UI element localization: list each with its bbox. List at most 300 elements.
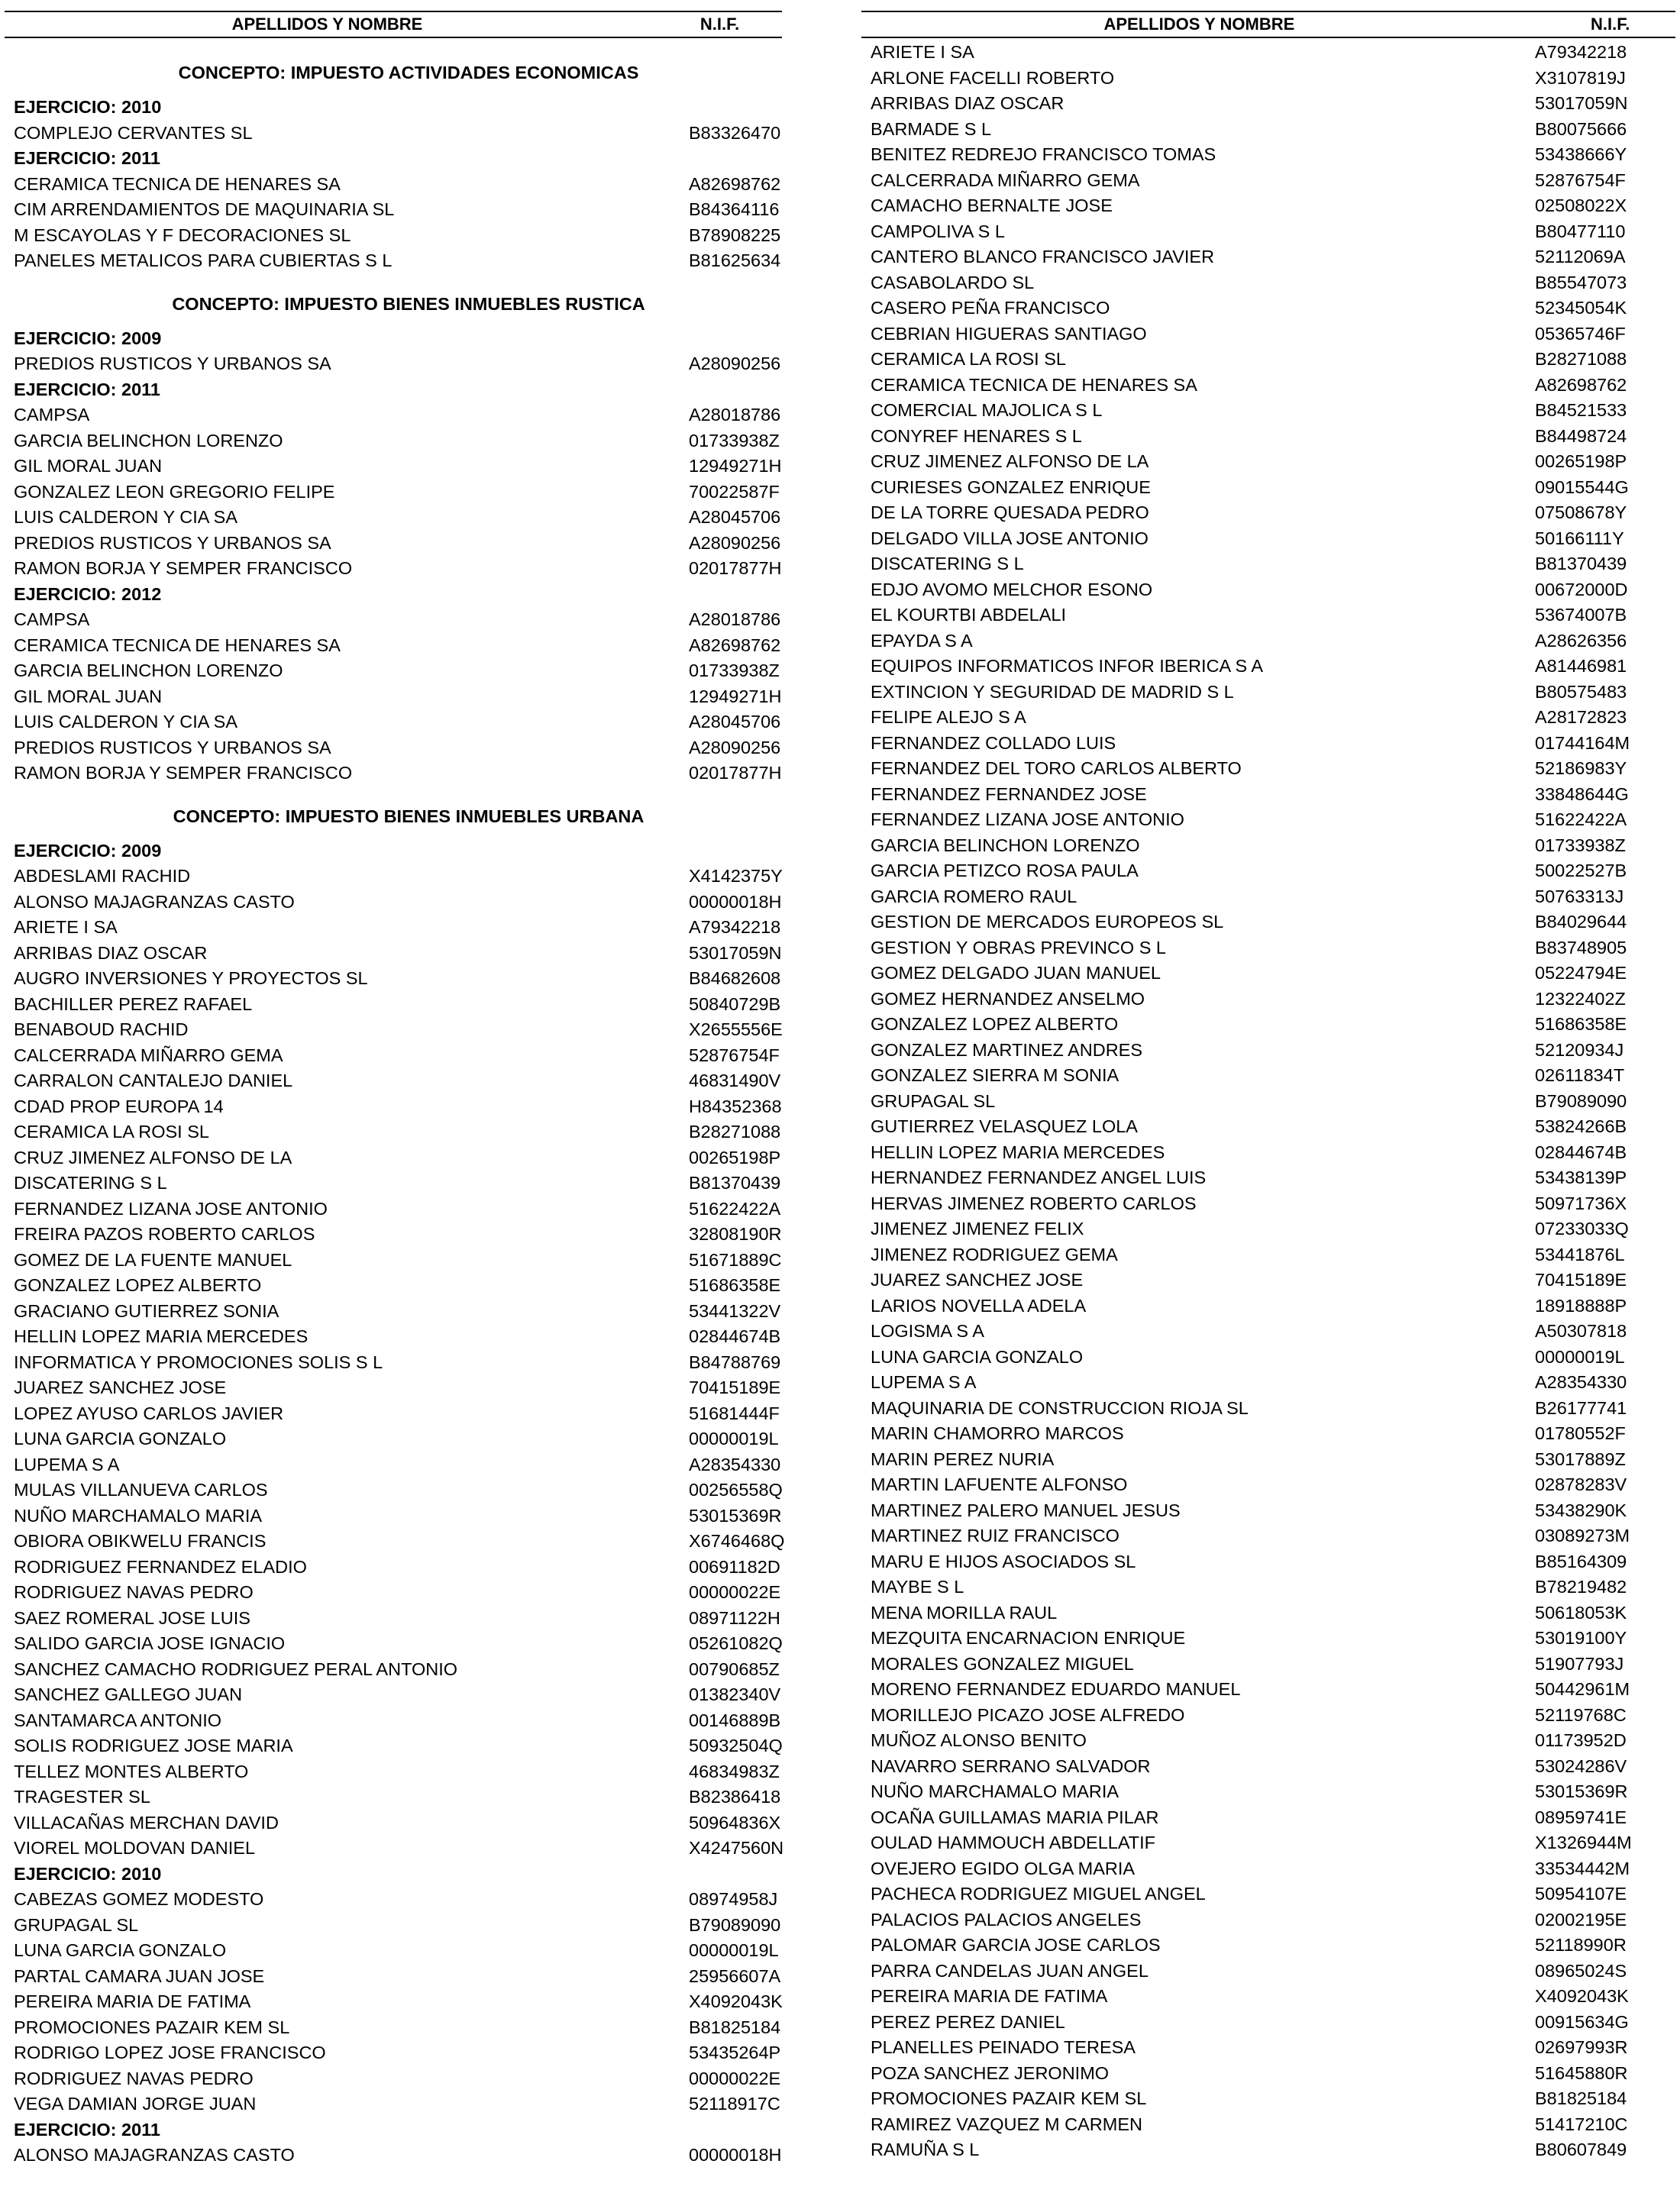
taxpayer-nif: 02611834T (1535, 1065, 1625, 1085)
taxpayer-name: COMERCIAL MAJOLICA S L (871, 400, 1103, 420)
taxpayer-nif: A82698762 (689, 635, 781, 655)
taxpayer-name: RAMON BORJA Y SEMPER FRANCISCO (14, 558, 353, 578)
table-row (5, 735, 782, 761)
table-row (861, 1933, 1675, 1959)
taxpayer-name: SANTAMARCA ANTONIO (14, 1710, 222, 1730)
taxpayer-name: EXTINCION Y SEGURIDAD DE MADRID S L (871, 681, 1234, 702)
table-row (861, 961, 1675, 987)
taxpayer-nif: H84352368 (689, 1096, 782, 1116)
taxpayer-name: GOMEZ DELGADO JUAN MANUEL (871, 963, 1161, 983)
taxpayer-nif: 50763313J (1535, 886, 1624, 906)
taxpayer-nif: 53015369R (1535, 1781, 1628, 1801)
table-row (5, 633, 782, 659)
table-row (861, 1523, 1675, 1549)
taxpayer-nif: B84029644 (1535, 912, 1627, 932)
taxpayer-name: SAEZ ROMERAL JOSE LUIS (14, 1607, 250, 1628)
table-row (861, 500, 1675, 526)
taxpayer-name: BENABOUD RACHID (14, 1019, 189, 1039)
taxpayer-name: CANTERO BLANCO FRANCISCO JAVIER (871, 247, 1215, 266)
taxpayer-nif: A28018786 (689, 609, 781, 629)
taxpayer-name: PARTAL CAMARA JUAN JOSE (14, 1965, 265, 1986)
taxpayer-nif: 53017889Z (1535, 1449, 1626, 1469)
taxpayer-nif: B81625634 (689, 250, 781, 270)
table-row (861, 1779, 1675, 1805)
table-row (5, 172, 782, 198)
taxpayer-nif: 18918888P (1535, 1295, 1627, 1316)
taxpayer-name: RODRIGUEZ NAVAS PEDRO (14, 1582, 254, 1602)
table-row (5, 1913, 782, 1939)
taxpayer-nif: 01173952D (1535, 1730, 1627, 1750)
table-row (861, 833, 1675, 859)
taxpayer-name: GONZALEZ MARTINEZ ANDRES (871, 1039, 1143, 1060)
taxpayer-nif: A28172823 (1535, 707, 1627, 727)
ejercicio-heading: EJERCICIO: 2011 (14, 148, 161, 168)
table-row (861, 705, 1675, 731)
table-row (5, 1478, 782, 1503)
taxpayer-nif: 51622422A (1535, 809, 1627, 829)
taxpayer-nif: 51681444F (689, 1403, 780, 1423)
taxpayer-name: CABEZAS GOMEZ MODESTO (14, 1889, 264, 1909)
table-row (5, 1145, 782, 1171)
taxpayer-name: GONZALEZ LEON GREGORIO FELIPE (14, 481, 335, 502)
taxpayer-name: MARTINEZ PALERO MANUEL JESUS (871, 1500, 1181, 1520)
taxpayer-nif: B85164309 (1535, 1551, 1627, 1571)
table-row (5, 1273, 782, 1299)
taxpayer-nif: 53441322V (689, 1300, 781, 1321)
table-row (861, 1600, 1675, 1626)
taxpayer-name: CERAMICA TECNICA DE HENARES SA (14, 173, 341, 194)
taxpayer-nif: 05365746F (1535, 323, 1626, 344)
taxpayer-nif: 52345054K (1535, 298, 1627, 318)
taxpayer-name: PREDIOS RUSTICOS Y URBANOS SA (14, 532, 331, 553)
taxpayer-name: CASABOLARDO SL (871, 272, 1035, 292)
table-row (5, 941, 782, 967)
table-row (5, 2143, 782, 2169)
table-row (5, 1452, 782, 1478)
taxpayer-name: NUÑO MARCHAMALO MARIA (871, 1781, 1119, 1801)
taxpayer-name: BENITEZ REDREJO FRANCISCO TOMAS (871, 144, 1216, 164)
table-row (5, 1938, 782, 1964)
taxpayer-name: JUAREZ SANCHEZ JOSE (14, 1377, 227, 1397)
taxpayer-name: GRUPAGAL SL (871, 1090, 996, 1111)
taxpayer-nif: 00000022E (689, 2068, 781, 2088)
table-row (861, 628, 1675, 654)
ejercicio-heading: EJERCICIO: 2011 (14, 379, 161, 399)
taxpayer-name: PEREIRA MARIA DE FATIMA (871, 1986, 1108, 2006)
taxpayer-name: FELIPE ALEJO S A (871, 707, 1026, 727)
taxpayer-name: FERNANDEZ DEL TORO CARLOS ALBERTO (871, 758, 1242, 778)
table-row (5, 709, 782, 735)
taxpayer-name: SANCHEZ GALLEGO JUAN (14, 1684, 243, 1704)
table-row (861, 884, 1675, 910)
taxpayer-name: PEREZ PEREZ DANIEL (871, 2011, 1065, 2032)
taxpayer-nif: 01780552F (1535, 1423, 1626, 1443)
taxpayer-nif: 53438666Y (1535, 144, 1627, 164)
nif-column-header: N.I.F. (699, 15, 740, 34)
taxpayer-name: GARCIA PETIZCO ROSA PAULA (871, 861, 1139, 880)
table-row (5, 121, 782, 147)
taxpayer-name: DELGADO VILLA JOSE ANTONIO (871, 528, 1149, 548)
table-row (861, 1242, 1675, 1268)
taxpayer-name: LOPEZ AYUSO CARLOS JAVIER (14, 1403, 284, 1423)
table-row (861, 296, 1675, 321)
taxpayer-nif: 53824266B (1535, 1116, 1627, 1136)
table-row (861, 2112, 1675, 2138)
taxpayer-name: ARIETE I SA (14, 917, 118, 937)
table-row (5, 1197, 782, 1222)
taxpayer-name: BACHILLER PEREZ RAFAEL (14, 993, 253, 1014)
taxpayer-name: EL KOURTBI ABDELALI (871, 605, 1066, 625)
table-row (861, 1038, 1675, 1064)
taxpayer-name: PLANELLES PEINADO TERESA (871, 2037, 1136, 2057)
table-row (861, 1370, 1675, 1396)
table-row (861, 654, 1675, 680)
table-row (861, 168, 1675, 194)
taxpayer-nif: 53438139P (1535, 1168, 1627, 1187)
table-row (861, 1345, 1675, 1371)
taxpayer-name: TRAGESTER SL (14, 1787, 150, 1807)
taxpayer-name: CALCERRADA MIÑARRO GEMA (871, 170, 1140, 190)
taxpayer-name: MENA MORILLA RAUL (871, 1602, 1058, 1623)
table-row (861, 40, 1675, 66)
taxpayer-name: SALIDO GARCIA JOSE IGNACIO (14, 1633, 286, 1653)
table-row (861, 1959, 1675, 1985)
table-row (5, 505, 782, 531)
table-row (861, 1063, 1675, 1089)
taxpayer-nif: 00000018H (689, 891, 782, 912)
taxpayer-nif: B80075666 (1535, 118, 1627, 139)
taxpayer-name: CAMPSA (14, 405, 90, 425)
taxpayer-nif: 02017877H (689, 763, 782, 783)
taxpayer-nif: B80607849 (1535, 2140, 1627, 2159)
taxpayer-nif: 01733938Z (1535, 835, 1626, 855)
taxpayer-nif: B84521533 (1535, 400, 1627, 420)
taxpayer-nif: A28018786 (689, 405, 781, 425)
taxpayer-name: EDJO AVOMO MELCHOR ESONO (871, 579, 1153, 599)
taxpayer-nif: 00672000D (1535, 579, 1628, 599)
table-row (861, 1472, 1675, 1498)
table-row (5, 1017, 782, 1043)
table-row (861, 2010, 1675, 2036)
taxpayer-nif: 08974958J (689, 1889, 778, 1909)
taxpayer-name: BARMADE S L (871, 118, 992, 139)
taxpayer-name: LUPEMA S A (871, 1372, 977, 1392)
taxpayer-nif: 50618053K (1535, 1602, 1627, 1623)
taxpayer-name: VIOREL MOLDOVAN DANIEL (14, 1838, 256, 1858)
taxpayer-name: GARCIA BELINCHON LORENZO (871, 835, 1140, 855)
taxpayer-nif: 07508678Y (1535, 502, 1627, 522)
taxpayer-nif: A79342218 (689, 917, 781, 937)
table-row (861, 2137, 1675, 2163)
taxpayer-nif: 33534442M (1535, 1858, 1630, 1878)
table-row (861, 1498, 1675, 1524)
taxpayer-nif: 00265198P (1535, 451, 1627, 471)
taxpayer-name: MORILLEJO PICAZO JOSE ALFREDO (871, 1704, 1185, 1725)
taxpayer-nif: B84788769 (689, 1352, 781, 1372)
taxpayer-nif: B28271088 (1535, 349, 1627, 369)
table-row (861, 731, 1675, 757)
taxpayer-name: OBIORA OBIKWELU FRANCIS (14, 1531, 267, 1551)
right-column (861, 11, 1675, 2163)
taxpayer-name: LUIS CALDERON Y CIA SA (14, 712, 237, 732)
taxpayer-name: PALOMAR GARCIA JOSE CARLOS (871, 1935, 1161, 1955)
table-row (5, 1375, 782, 1401)
taxpayer-name: CRUZ JIMENEZ ALFONSO DE LA (14, 1147, 292, 1168)
table-row (5, 1733, 782, 1759)
table-row (861, 1881, 1675, 1907)
table-row (861, 909, 1675, 935)
taxpayer-name: CEBRIAN HIGUERAS SANTIAGO (871, 323, 1147, 344)
table-row (5, 1682, 782, 1708)
table-row (861, 1984, 1675, 2010)
taxpayer-nif: 52118917C (689, 2094, 780, 2114)
taxpayer-name: FERNANDEZ LIZANA JOSE ANTONIO (871, 809, 1184, 829)
taxpayer-nif: A28354330 (689, 1454, 781, 1474)
table-row (861, 602, 1675, 628)
taxpayer-nif: 00000022E (689, 1582, 781, 1602)
table-row (861, 526, 1675, 552)
table-row (861, 1652, 1675, 1678)
table-row (5, 1759, 782, 1785)
taxpayer-nif: B81825184 (689, 2017, 781, 2037)
table-row (861, 1191, 1675, 1217)
table-row (861, 858, 1675, 884)
taxpayer-name: ABDESLAMI RACHID (14, 866, 191, 886)
table-row (5, 1708, 782, 1734)
table-row (5, 1350, 782, 1376)
table-row (861, 1089, 1675, 1115)
taxpayer-nif: 00256558Q (689, 1480, 783, 1500)
table-row (861, 398, 1675, 424)
table-row (5, 2040, 782, 2066)
taxpayer-nif: 08959741E (1535, 1807, 1627, 1827)
table-row (5, 966, 782, 992)
taxpayer-nif: 33848644G (1535, 783, 1629, 804)
table-row (5, 1657, 782, 1683)
table-row (5, 1043, 782, 1069)
taxpayer-nif: 52876754F (689, 1045, 780, 1065)
table-row (5, 454, 782, 480)
table-row (861, 807, 1675, 833)
taxpayer-name: COMPLEJO CERVANTES SL (14, 122, 253, 143)
table-row (861, 219, 1675, 245)
taxpayer-nif: A28090256 (689, 532, 781, 553)
taxpayer-name: MARTINEZ RUIZ FRANCISCO (871, 1526, 1119, 1545)
taxpayer-name: ARLONE FACELLI ROBERTO (871, 67, 1115, 88)
taxpayer-name: OVEJERO EGIDO OLGA MARIA (871, 1858, 1136, 1878)
taxpayer-name: CALCERRADA MIÑARRO GEMA (14, 1045, 283, 1065)
table-row (861, 935, 1675, 961)
taxpayer-name: MAQUINARIA DE CONSTRUCCION RIOJA SL (871, 1397, 1249, 1418)
table-row (861, 373, 1675, 399)
table-row (5, 402, 782, 428)
right-table-header (861, 11, 1675, 38)
taxpayer-name: POZA SANCHEZ JERONIMO (871, 2062, 1110, 2083)
taxpayer-name: VEGA DAMIAN JORGE JUAN (14, 2094, 257, 2114)
taxpayer-nif: 50971736X (1535, 1193, 1627, 1213)
taxpayer-name: LARIOS NOVELLA ADELA (871, 1295, 1087, 1316)
table-row (5, 1887, 782, 1913)
table-row (5, 658, 782, 684)
taxpayer-nif: B83326470 (689, 122, 781, 143)
taxpayer-nif: 00146889B (689, 1710, 781, 1730)
concept-heading: CONCEPTO: IMPUESTO ACTIVIDADES ECONOMICAS (178, 63, 639, 82)
taxpayer-nif: 51417210C (1535, 2114, 1628, 2134)
table-row (5, 1606, 782, 1632)
taxpayer-name: GOMEZ HERNANDEZ ANSELMO (871, 988, 1145, 1009)
taxpayer-name: HERVAS JIMENEZ ROBERTO CARLOS (871, 1193, 1197, 1213)
taxpayer-nif: B80477110 (1535, 221, 1626, 241)
taxpayer-nif: X4142375Y (689, 866, 783, 886)
taxpayer-nif: X1326944M (1535, 1833, 1632, 1852)
taxpayer-nif: 53674007B (1535, 605, 1627, 625)
taxpayer-name: ALONSO MAJAGRANZAS CASTO (14, 2145, 295, 2165)
taxpayer-nif: B80575483 (1535, 681, 1627, 702)
table-row (861, 1575, 1675, 1600)
taxpayer-name: JIMENEZ JIMENEZ FELIX (871, 1219, 1084, 1239)
table-row (861, 66, 1675, 92)
taxpayer-name: PACHECA RODRIGUEZ MIGUEL ANGEL (871, 1884, 1206, 1904)
taxpayer-nif: 01744164M (1535, 732, 1630, 753)
taxpayer-name: GIL MORAL JUAN (14, 456, 163, 476)
taxpayer-name: GESTION Y OBRAS PREVINCO S L (871, 937, 1166, 958)
taxpayer-name: GARCIA BELINCHON LORENZO (14, 430, 283, 451)
table-row (5, 992, 782, 1018)
taxpayer-nif: 70022587F (689, 481, 780, 502)
taxpayer-name: PEREIRA MARIA DE FATIMA (14, 1991, 251, 2011)
taxpayer-name: GONZALEZ LOPEZ ALBERTO (14, 1275, 262, 1295)
taxpayer-nif: 51907793J (1535, 1653, 1624, 1674)
table-row (861, 680, 1675, 706)
taxpayer-nif: B81825184 (1535, 2088, 1627, 2108)
taxpayer-nif: 51686358E (1535, 1014, 1627, 1034)
taxpayer-name: MORENO FERNANDEZ EDUARDO MANUEL (871, 1679, 1241, 1699)
taxpayer-name: LOGISMA S A (871, 1321, 984, 1341)
taxpayer-nif: 02508022X (1535, 195, 1627, 215)
taxpayer-name: MARIN CHAMORRO MARCOS (871, 1423, 1124, 1443)
ejercicio-heading: EJERCICIO: 2009 (14, 840, 162, 861)
taxpayer-name: SOLIS RODRIGUEZ JOSE MARIA (14, 1736, 293, 1755)
table-row (861, 1830, 1675, 1856)
table-row (5, 1299, 782, 1325)
taxpayer-nif: 12949271H (689, 456, 782, 476)
taxpayer-nif: 01733938Z (689, 660, 780, 680)
taxpayer-nif: 00000019L (1535, 1346, 1625, 1367)
taxpayer-name: PROMOCIONES PAZAIR KEM SL (871, 2088, 1147, 2108)
taxpayer-nif: 01733938Z (689, 430, 780, 451)
taxpayer-name: CERAMICA LA ROSI SL (871, 349, 1066, 369)
table-row (861, 987, 1675, 1013)
taxpayer-nif: 50442961M (1535, 1679, 1630, 1699)
table-row (861, 1856, 1675, 1882)
taxpayer-name: RAMON BORJA Y SEMPER FRANCISCO (14, 763, 353, 783)
table-row (5, 480, 782, 505)
taxpayer-name: CERAMICA LA ROSI SL (14, 1122, 209, 1142)
taxpayer-name: FERNANDEZ LIZANA JOSE ANTONIO (14, 1198, 328, 1219)
taxpayer-name: LUPEMA S A (14, 1454, 120, 1474)
ejercicio-heading: EJERCICIO: 2012 (14, 583, 162, 604)
taxpayer-name: GARCIA BELINCHON LORENZO (14, 660, 283, 680)
table-row (5, 1503, 782, 1529)
table-row (5, 2091, 782, 2117)
table-row (5, 607, 782, 633)
taxpayer-name: ALONSO MAJAGRANZAS CASTO (14, 891, 295, 912)
ejercicio-heading: EJERCICIO: 2010 (14, 1863, 162, 1884)
table-row (5, 1401, 782, 1427)
taxpayer-nif: 00915634G (1535, 2011, 1629, 2032)
table-row (861, 1907, 1675, 1933)
taxpayer-nif: 51686358E (689, 1275, 781, 1295)
taxpayer-nif: A82698762 (1535, 374, 1627, 395)
taxpayer-nif: A81446981 (1535, 656, 1627, 676)
name-column-header: APELLIDOS Y NOMBRE (231, 15, 423, 34)
table-row (5, 2066, 782, 2092)
taxpayer-name: RODRIGUEZ FERNANDEZ ELADIO (14, 1556, 307, 1577)
taxpayer-name: PREDIOS RUSTICOS Y URBANOS SA (14, 737, 331, 757)
taxpayer-nif: 50964836X (689, 1812, 781, 1833)
taxpayer-nif: 02002195E (1535, 1909, 1627, 1930)
taxpayer-nif: 52118990R (1535, 1935, 1627, 1955)
table-row (5, 1836, 782, 1862)
table-row (861, 321, 1675, 347)
table-row (5, 1631, 782, 1657)
taxpayer-name: EPAYDA S A (871, 630, 973, 651)
table-row (5, 1222, 782, 1248)
concept-heading: CONCEPTO: IMPUESTO BIENES INMUEBLES RUSTICA (172, 293, 645, 314)
table-row (861, 270, 1675, 296)
taxpayer-nif: X6746468Q (689, 1531, 785, 1551)
taxpayer-name: SANCHEZ CAMACHO RODRIGUEZ PERAL ANTONIO (14, 1658, 458, 1679)
taxpayer-nif: 53019100Y (1535, 1628, 1627, 1648)
taxpayer-name: OULAD HAMMOUCH ABDELLATIF (871, 1833, 1156, 1852)
taxpayer-name: PREDIOS RUSTICOS Y URBANOS SA (14, 354, 331, 373)
taxpayer-nif: A79342218 (1535, 42, 1627, 62)
taxpayer-nif: X2655556E (689, 1019, 783, 1039)
taxpayer-name: GRUPAGAL SL (14, 1914, 139, 1935)
taxpayer-nif: B84498724 (1535, 425, 1627, 446)
taxpayer-nif: 51622422A (689, 1198, 781, 1219)
taxpayer-nif: 53024286V (1535, 1755, 1627, 1776)
left-table-body (5, 60, 785, 2169)
taxpayer-nif: 05224794E (1535, 963, 1627, 983)
table-row (5, 223, 782, 249)
table-row (861, 1114, 1675, 1140)
taxpayer-nif: 51671889C (689, 1249, 782, 1270)
taxpayer-nif: 50166111Y (1535, 528, 1624, 548)
taxpayer-nif: 50022527B (1535, 861, 1627, 880)
table-row (861, 244, 1675, 270)
ejercicio-heading: EJERCICIO: 2011 (14, 2119, 161, 2140)
table-row (861, 1421, 1675, 1447)
table-row (5, 684, 782, 710)
table-row (861, 1626, 1675, 1652)
taxpayer-name: HELLIN LOPEZ MARIA MERCEDES (871, 1142, 1165, 1162)
taxpayer-name: ARRIBAS DIAZ OSCAR (14, 942, 208, 963)
taxpayer-nif: 07233033Q (1535, 1219, 1629, 1239)
table-row (861, 2061, 1675, 2087)
table-row (5, 890, 782, 916)
taxpayer-name: HERNANDEZ FERNANDEZ ANGEL LUIS (871, 1168, 1207, 1187)
taxpayer-name: NAVARRO SERRANO SALVADOR (871, 1755, 1151, 1776)
taxpayer-nif: 50840729B (689, 993, 781, 1014)
table-row (861, 2086, 1675, 2112)
table-row (5, 197, 782, 223)
taxpayer-nif: 53015369R (689, 1505, 782, 1526)
table-row (5, 761, 782, 786)
taxpayer-nif: B85547073 (1535, 272, 1627, 292)
taxpayer-name: FERNANDEZ FERNANDEZ JOSE (871, 783, 1147, 804)
table-row (861, 1294, 1675, 1319)
